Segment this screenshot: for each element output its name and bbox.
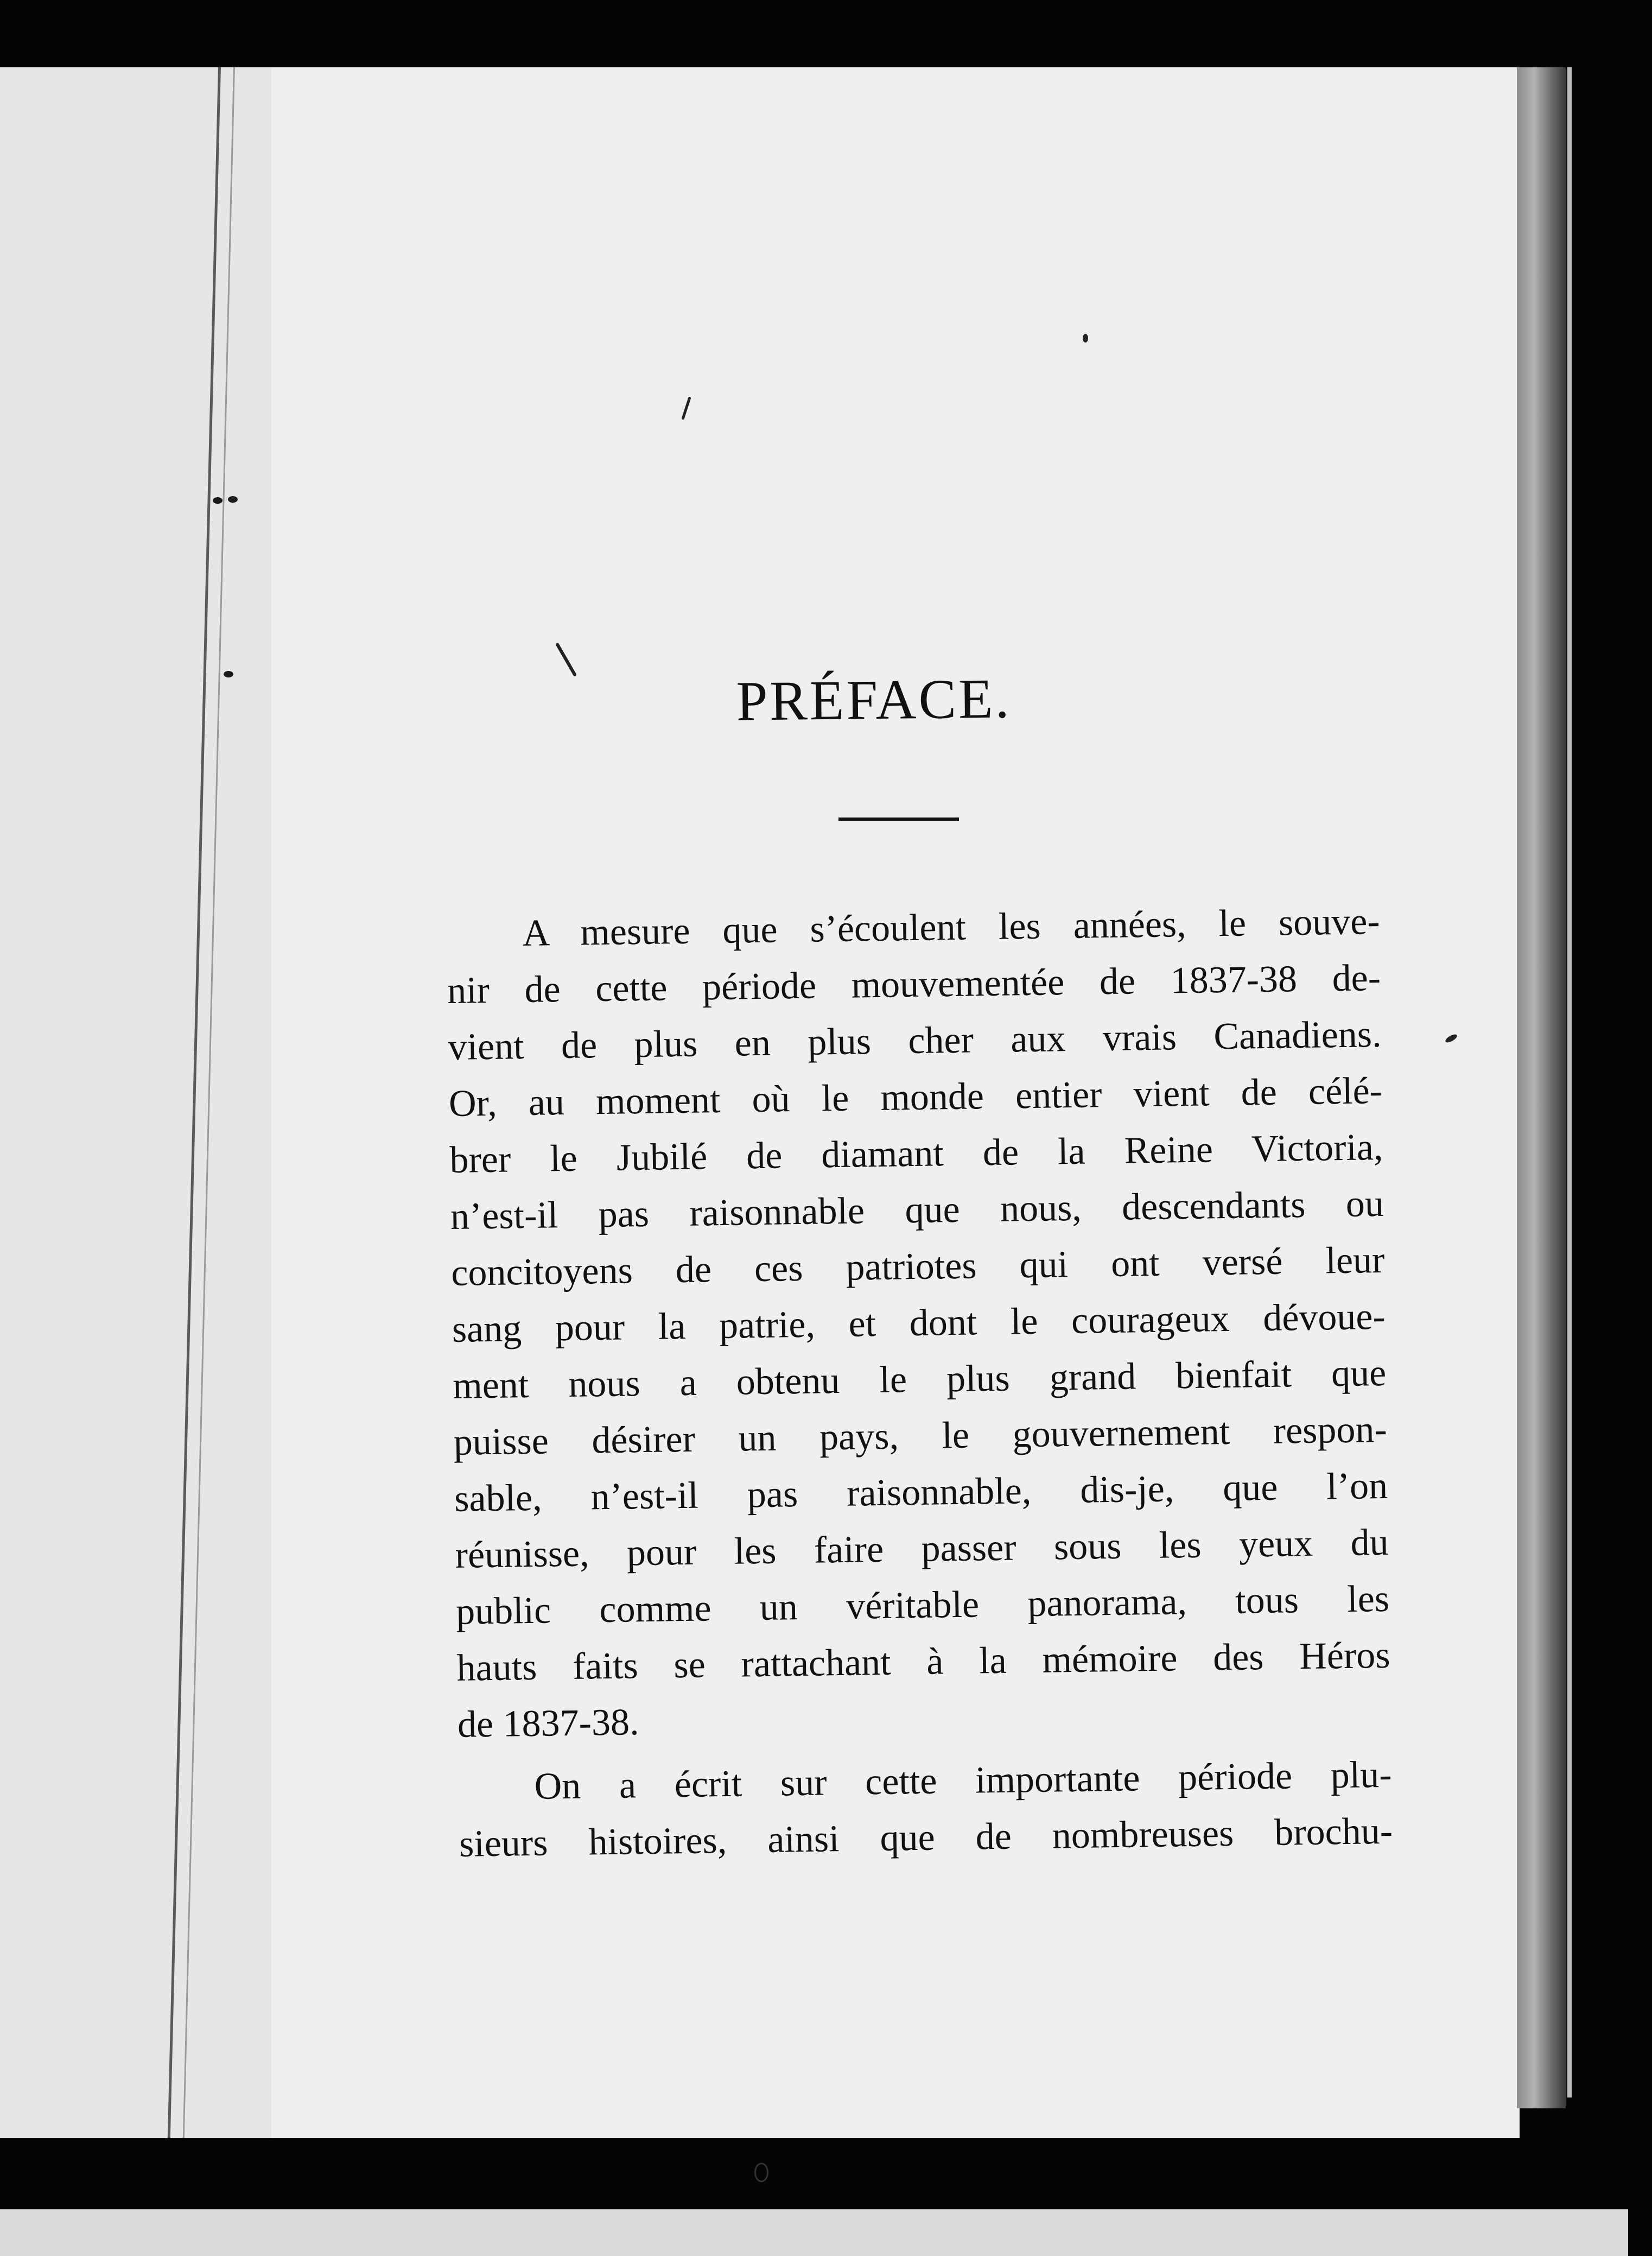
text-line: public comme un véritable panorama, tous les xyxy=(455,1577,1390,1633)
paragraph-1 xyxy=(446,893,1392,1753)
text-line: nir de cette période mouvementée de 1837-38 de- xyxy=(447,956,1381,1012)
page-title: PRÉFACE. xyxy=(735,667,1012,733)
text-line: réunisse, pour les faire passer sous les yeux du xyxy=(455,1521,1389,1576)
text-line: A mesure que s’écoulent les années, le souve- xyxy=(522,900,1381,955)
text-line: sieurs histoires, ainsi que de nombreuses brochu- xyxy=(459,1810,1393,1865)
text-line: de 1837-38. xyxy=(457,1701,639,1746)
text-line: sang pour la patrie, et dont le courageux dévoue- xyxy=(452,1295,1386,1351)
text-line: brer le Jubilé de diamant de la Reine Victoria, xyxy=(449,1126,1383,1181)
text-line: vient de plus en plus cher aux vrais Canadiens. xyxy=(448,1013,1382,1068)
body-text xyxy=(446,893,1393,1879)
next-page-edge xyxy=(0,2209,1628,2256)
paragraph-2 xyxy=(458,1747,1393,1873)
binding-hole xyxy=(224,671,233,677)
text-line: hauts faits se rattachant à la mémoire des Héros xyxy=(456,1634,1390,1689)
binding-hole xyxy=(228,496,238,503)
binding-hole xyxy=(213,497,223,504)
text-line: n’est-il pas raisonnable que nous, descendants ou xyxy=(450,1182,1384,1238)
text-line: puisse désirer un pays, le gouvernement respon- xyxy=(453,1408,1388,1463)
page-edge-line xyxy=(1567,67,1572,2097)
page-edge-stack xyxy=(1517,67,1566,2108)
title-rule xyxy=(838,818,959,821)
text-line: Or, au moment où le monde entier vient de célé- xyxy=(448,1069,1383,1125)
text-line: ment nous a obtenu le plus grand bienfait que xyxy=(452,1352,1387,1407)
text-line: concitoyens de ces patriotes qui ont versé leur xyxy=(450,1239,1385,1294)
text-line: On a écrit sur cette importante période plu- xyxy=(534,1753,1393,1808)
text-line: sable, n’est-il pas raisonnable, dis-je, que l’on xyxy=(454,1465,1388,1520)
left-page-fragment xyxy=(0,67,271,2138)
scan-speck xyxy=(754,2163,768,2182)
scan-speck xyxy=(1083,334,1088,343)
